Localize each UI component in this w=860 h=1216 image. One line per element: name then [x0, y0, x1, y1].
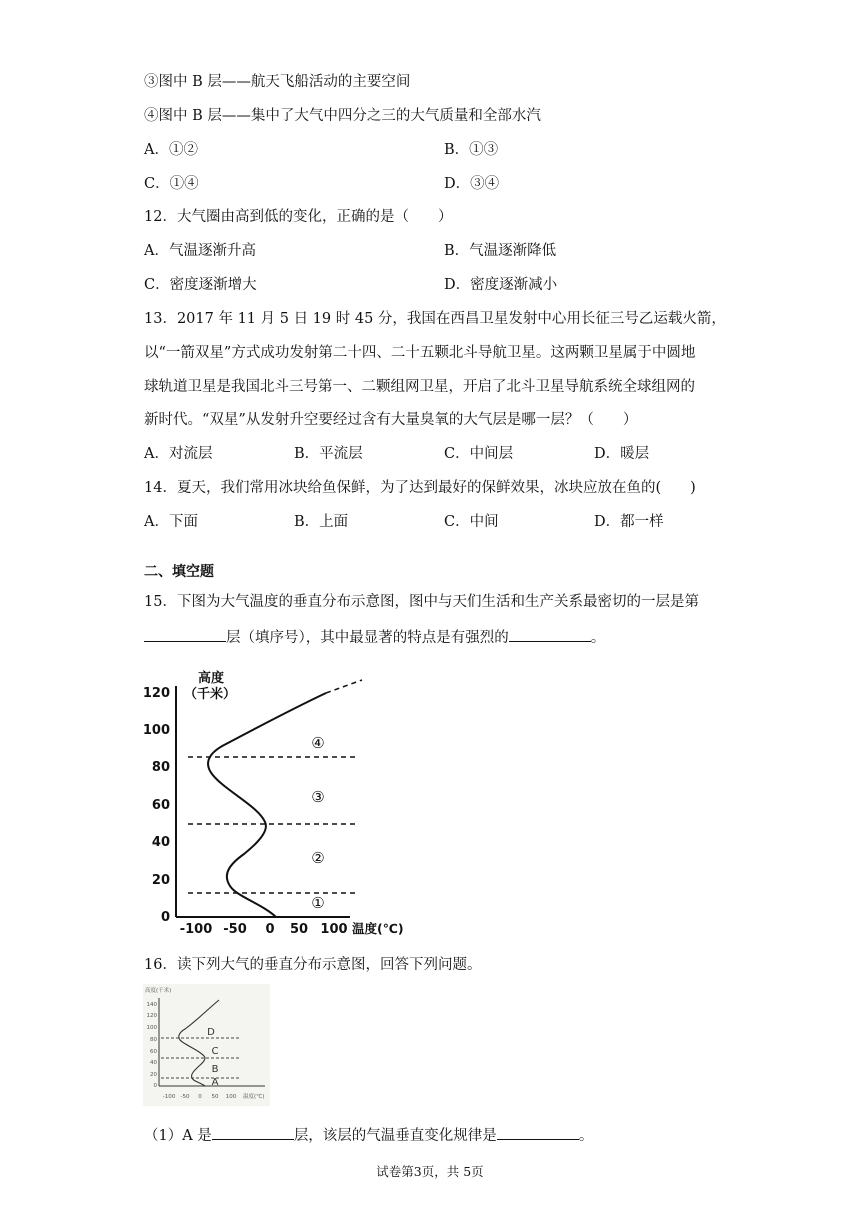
q11-option-b[interactable]: B．①③ — [444, 142, 499, 158]
chart15-ytick-100: 100 — [142, 723, 170, 738]
q14-option-a[interactable]: A．下面 — [144, 514, 198, 530]
chart15-ytick-0: 0 — [160, 910, 170, 925]
q11-option-c[interactable]: C．①④ — [144, 176, 199, 192]
q15-blank-1[interactable] — [144, 626, 226, 642]
atmosphere-temperature-diagram-15 — [140, 668, 404, 940]
q14-option-c[interactable]: C．中间 — [444, 514, 499, 530]
chart16-layer-c: C — [211, 1046, 219, 1057]
chart15-xtick-m100: -100 — [179, 922, 213, 937]
atmosphere-layers-diagram-16 — [143, 984, 270, 1106]
q13-option-d[interactable]: D．暖层 — [594, 446, 650, 462]
chart16-ytick-0: 0 — [153, 1083, 157, 1089]
q12-stem: 12．大气圈由高到低的变化，正确的是（ ） — [144, 209, 453, 225]
chart15-temperature-curve — [208, 693, 326, 917]
q11-statement-4: ④图中 B 层——集中了大气中四分之三的大气质量和全部水汽 — [144, 108, 541, 124]
chart16-ylabel: 高度(千米) — [145, 988, 172, 994]
q13-option-a[interactable]: A．对流层 — [144, 446, 213, 462]
q15-text: 层（填序号），其中最显著的特点是有强烈的 — [226, 630, 509, 646]
chart16-layer-b: B — [211, 1064, 219, 1075]
chart15-xlabel: 温度(℃) — [352, 921, 404, 936]
q16-stem: 16．读下列大气的垂直分布示意图，回答下列问题。 — [144, 957, 482, 973]
q14-option-d[interactable]: D．都一样 — [594, 514, 664, 530]
chart16-xtick-50: 50 — [211, 1094, 219, 1100]
chart15-xtick-50: 50 — [289, 922, 309, 937]
chart16-xtick-0: 0 — [198, 1094, 202, 1100]
chart15-xtick-0: 0 — [265, 922, 275, 937]
q16-sub1-end: 。 — [578, 1128, 594, 1144]
chart16-ytick-140: 140 — [146, 1002, 157, 1008]
chart16-ytick-40: 40 — [150, 1060, 157, 1066]
chart16-layer-a: A — [211, 1077, 219, 1088]
chart15-layer-4: ④ — [311, 734, 325, 752]
q12-option-b[interactable]: B．气温逐渐降低 — [444, 243, 557, 259]
q13-option-b[interactable]: B．平流层 — [294, 446, 363, 462]
chart16-ytick-20: 20 — [150, 1072, 157, 1078]
q11-statement-3: ③图中 B 层——航天飞船活动的主要空间 — [144, 74, 411, 90]
q11-option-d[interactable]: D．③④ — [444, 176, 500, 192]
chart15-xtick-m50: -50 — [223, 922, 247, 937]
q13-line-1: 13．2017 年 11 月 5 日 19 时 45 分，我国在西昌卫星发射中心用长征三号乙运载火箭， — [144, 311, 726, 327]
q12-option-a[interactable]: A．气温逐渐升高 — [144, 243, 256, 259]
q15-line-2 — [144, 626, 605, 648]
chart15-ylabel-1: 高度 — [198, 671, 225, 686]
q15-end: 。 — [590, 630, 606, 646]
q14-option-b[interactable]: B．上面 — [294, 514, 349, 530]
q16-sub1-label: （1）A 是 — [144, 1128, 212, 1144]
chart15-layer-2: ② — [311, 849, 325, 867]
chart16-xtick-m50: -50 — [180, 1094, 190, 1100]
chart16-xtick-100: 100 — [225, 1094, 237, 1100]
chart16-xlabel: 温度(℃) — [243, 1094, 265, 1100]
section-heading: 二、填空题 — [144, 564, 214, 580]
chart15-curve-extension — [326, 680, 362, 693]
q13-line-2: 以“一箭双星”方式成功发射第二十四、二十五颗北斗导航卫星。这两颗卫星属于中圆地 — [144, 345, 696, 361]
q15-line-1: 15．下图为大气温度的垂直分布示意图，图中与天们生活和生产关系最密切的一层是第 — [144, 594, 699, 610]
q13-option-c[interactable]: C．中间层 — [444, 446, 514, 462]
q11-option-a[interactable]: A．①② — [144, 142, 198, 158]
chart16-xtick-m100: -100 — [162, 1094, 176, 1100]
q13-line-3: 球轨道卫星是我国北斗三号第一、二颗组网卫星，开启了北斗卫星导航系统全球组网的 — [144, 379, 695, 395]
q16-sub-1 — [144, 1124, 593, 1146]
q14-stem: 14．夏天，我们常用冰块给鱼保鲜，为了达到最好的保鲜效果，冰块应放在鱼的( ) — [144, 480, 696, 496]
chart15-ytick-60: 60 — [151, 798, 170, 813]
q12-option-d[interactable]: D．密度逐渐减小 — [444, 277, 558, 293]
chart16-ytick-100: 100 — [146, 1025, 157, 1031]
page-footer: 试卷第3页，共 5页 — [376, 1164, 484, 1179]
q13-line-4: 新时代。“双星”从发射升空要经过含有大量臭氧的大气层是哪一层？（ ） — [144, 412, 638, 428]
chart15-layer-3: ③ — [311, 788, 325, 806]
chart16-ytick-80: 80 — [150, 1037, 157, 1043]
chart15-ytick-40: 40 — [151, 835, 170, 850]
q16-blank-1[interactable] — [212, 1124, 294, 1140]
q16-sub1-text: 层，该层的气温垂直变化规律是 — [293, 1128, 497, 1144]
chart15-xtick-100: 100 — [320, 922, 348, 937]
q12-option-c[interactable]: C．密度逐渐增大 — [144, 277, 257, 293]
chart16-ytick-60: 60 — [150, 1049, 157, 1055]
q15-blank-2[interactable] — [509, 626, 591, 642]
chart15-ytick-20: 20 — [151, 873, 170, 888]
q16-blank-2[interactable] — [497, 1124, 579, 1140]
chart16-ytick-120: 120 — [146, 1013, 157, 1019]
chart15-ylabel-2: （千米） — [184, 687, 237, 702]
chart15-layer-1: ① — [311, 894, 325, 912]
chart16-layer-d: D — [207, 1027, 215, 1038]
chart15-ytick-80: 80 — [151, 760, 170, 775]
chart15-ytick-120: 120 — [142, 686, 170, 701]
